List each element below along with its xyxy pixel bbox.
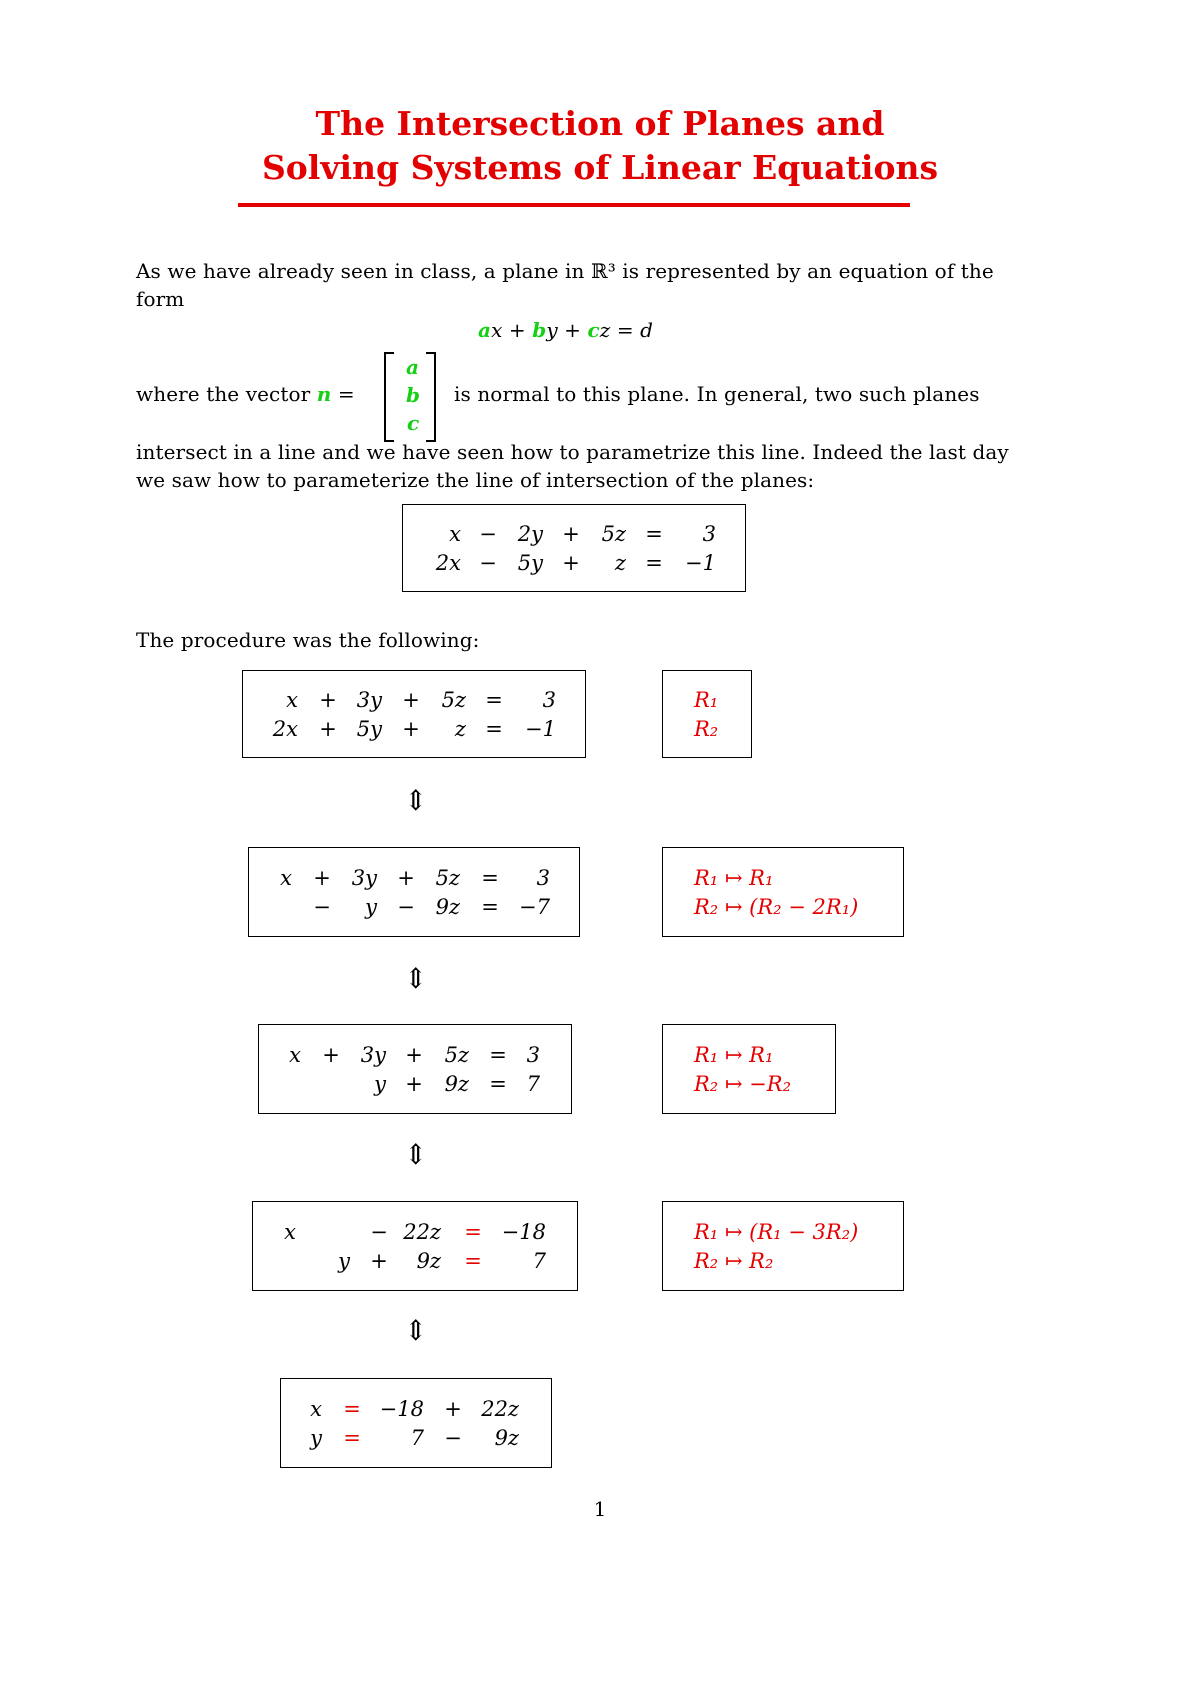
cell: = [485,717,503,741]
cell: = [464,1249,482,1273]
cell: 22z [481,1397,519,1421]
cell: 3 [526,1043,540,1067]
coef-a: a [478,318,492,342]
cell: = [464,1220,482,1244]
cell: + [444,1397,462,1421]
cell: y [338,1249,350,1273]
cell: = [489,1043,507,1067]
where-line [136,382,355,406]
page-number: 1 [593,1497,607,1521]
step-3-label-1: R₁ ↦ R₁ [694,1043,774,1067]
cell: 3 [536,866,550,890]
title-line-1: The Intersection of Planes and [315,104,885,143]
cell: = [481,895,499,919]
eq-z: z = d [599,318,654,342]
cell: x [289,1043,301,1067]
cell: + [322,1043,340,1067]
vector-b: b [406,383,420,407]
cell: x [286,688,298,712]
cell: = [343,1426,361,1450]
cell: − [370,1220,388,1244]
cell: 5z [444,1043,469,1067]
cell: + [319,688,337,712]
cell: −7 [519,895,550,919]
vector-c: c [407,411,420,435]
title-line-2: Solving Systems of Linear Equations [261,148,939,187]
cell: + [402,688,420,712]
cell: −18 [501,1220,546,1244]
cell: 5y [356,717,382,741]
cell: + [397,866,415,890]
step-4-label-2: R₂ ↦ R₂ [694,1249,774,1273]
left-bracket [384,352,394,442]
cell: 2x [272,717,298,741]
cell: + [562,551,580,575]
cell: 2x [435,551,461,575]
plane-equation [478,318,653,342]
cell: 9z [444,1072,469,1096]
cell: −1 [525,717,556,741]
step-4-label-box [662,1201,904,1291]
equivalence-arrow-1: ⇕ [404,784,428,817]
intro-line-1 [136,259,994,283]
step-3-box [258,1024,572,1114]
title-rule [238,203,910,207]
intro-line-4: intersect in a line and we have seen how to parametrize this line. Indeed the last day [136,440,1009,464]
cell: 5y [517,551,543,575]
cell: 9z [435,895,460,919]
vector-a: a [406,355,419,379]
cell: − [479,551,497,575]
cell: 3 [702,522,716,546]
intro-line-5: we saw how to parameterize the line of intersection of the planes: [136,468,815,492]
cell: + [370,1249,388,1273]
cell: + [313,866,331,890]
right-bracket [426,352,436,442]
cell: z [614,551,626,575]
coef-b: b [532,318,547,342]
cell: 2y [517,522,543,546]
cell: = [645,551,663,575]
cell: − [479,522,497,546]
cell: 5z [435,866,460,890]
cell: y [365,895,377,919]
cell: 3 [542,688,556,712]
step-4-label-1: R₁ ↦ (R₁ − 3R₂) [694,1220,859,1244]
cell: 3y [351,866,377,890]
cell: 22z [403,1220,441,1244]
cell: x [280,866,292,890]
cell: = [343,1397,361,1421]
final-box [280,1378,552,1468]
step-3-label-2: R₂ ↦ −R₂ [694,1072,792,1096]
cell: y [310,1426,322,1450]
cell: x [310,1397,322,1421]
cell: 9z [416,1249,441,1273]
cell: x [284,1220,296,1244]
cell: −18 [379,1397,424,1421]
r3-symbol: ℝ³ [590,259,616,283]
coef-c: c [587,318,600,342]
cell: 3y [360,1043,386,1067]
step-4-box [252,1201,578,1291]
step-2-box [248,847,580,937]
normal-text: is normal to this plane. In general, two such planes [454,382,980,406]
intro-text-a: As we have already seen in class, a plane in [136,259,591,283]
cell: − [397,895,415,919]
equivalence-arrow-3: ⇕ [404,1138,428,1171]
cell: 7 [410,1426,424,1450]
cell: 7 [526,1072,540,1096]
cell: −1 [685,551,716,575]
intro-line-2: form [136,287,185,311]
cell: 9z [494,1426,519,1450]
where-text: where the vector [136,382,317,406]
step-1-label-1: R₁ [694,688,719,712]
step-1-label-box [662,670,752,758]
cell: 5z [441,688,466,712]
procedure-text: The procedure was the following: [136,628,480,652]
step-2-label-1: R₁ ↦ R₁ [694,866,774,890]
cell: = [481,866,499,890]
cell: + [405,1043,423,1067]
cell: + [402,717,420,741]
cell: 3y [356,688,382,712]
vector-n: n [316,382,332,406]
system-box-0 [402,504,746,592]
eq-x: x + [491,318,533,342]
cell: = [645,522,663,546]
step-2-label-box [662,847,904,937]
cell: + [319,717,337,741]
cell: y [374,1072,386,1096]
cell: − [444,1426,462,1450]
cell: = [489,1072,507,1096]
equals-sign: = [331,382,355,406]
intro-text-b: is represented by an equation of the [615,259,994,283]
cell: = [485,688,503,712]
cell: − [313,895,331,919]
step-1-label-2: R₂ [694,717,719,741]
equivalence-arrow-4: ⇕ [404,1314,428,1347]
cell: z [454,717,466,741]
cell: x [449,522,461,546]
step-2-label-2: R₂ ↦ (R₂ − 2R₁) [694,895,859,919]
cell: 7 [532,1249,546,1273]
cell: + [562,522,580,546]
cell: + [405,1072,423,1096]
cell: 5z [601,522,626,546]
step-3-label-box [662,1024,836,1114]
step-1-box [242,670,586,758]
eq-y: y + [546,318,588,342]
equivalence-arrow-2: ⇕ [404,962,428,995]
